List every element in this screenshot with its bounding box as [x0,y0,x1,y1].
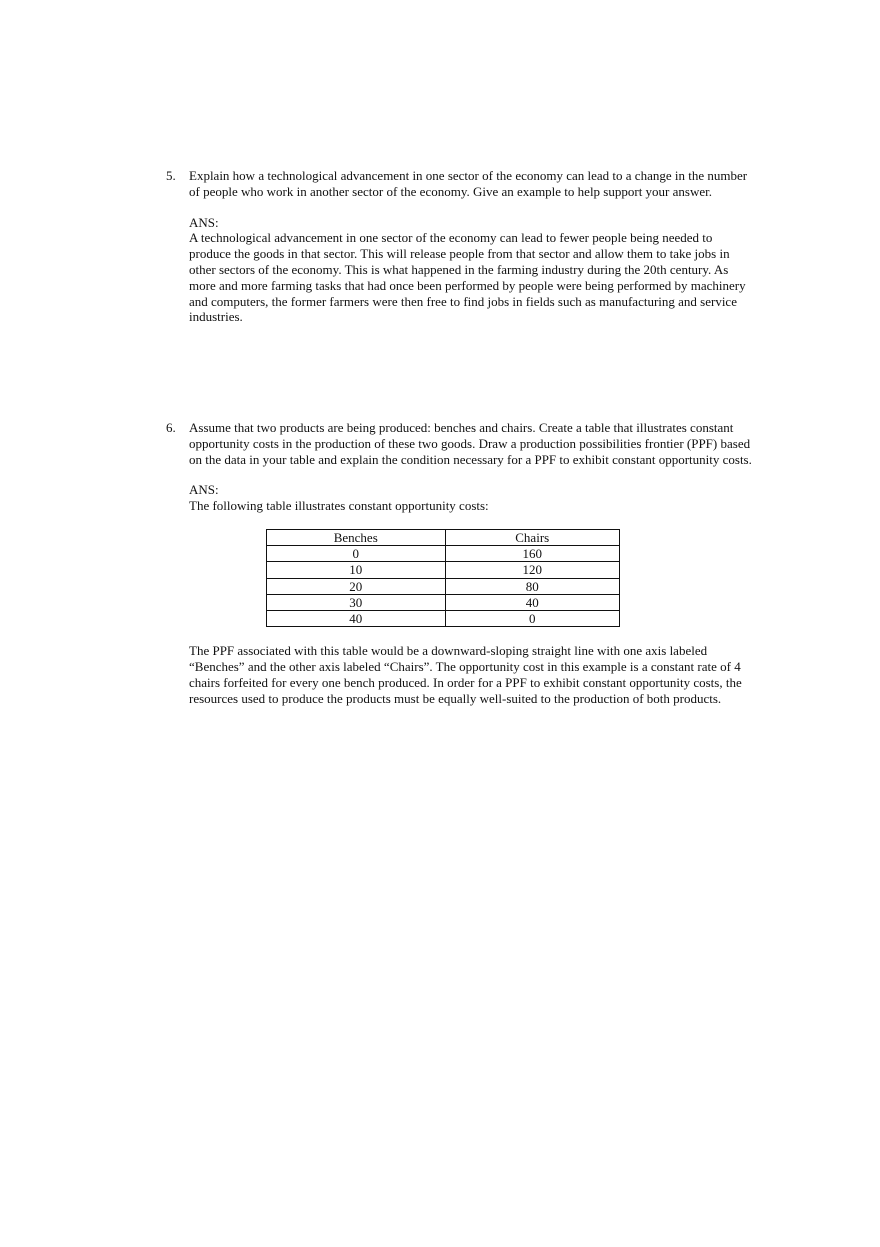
question-6-answer-label: ANS: [189,482,219,498]
question-5 [166,168,756,325]
question-5-prompt: Explain how a technological advancement in one sector of the economy can lead to a change in the number of people who work in another sector of the economy. Give an example to help support your answer. [189,168,748,199]
table-cell-benches: 30 [267,594,446,610]
question-6-prompt-block [166,420,756,467]
table-cell-benches: 0 [267,546,446,562]
table-row [267,562,620,578]
question-6 [166,420,756,706]
question-5-answer: A technological advancement in one sector of the economy can lead to fewer people being needed to produce the goods in that sector. This will release people from that sector and allow them to take jobs in other sectors of the economy. This is what happened in the farming industry during the 20th century. As more and more farming tasks that had once been performed by people were being performed by machinery and computers, the former farmers were then free to find jobs in fields such as manufacturing and service industries. [189,230,746,325]
table-cell-benches: 20 [267,578,446,594]
question-5-answer-label: ANS: [189,214,219,230]
question-5-number: 5. [166,168,176,183]
table-cell-benches: 10 [267,562,446,578]
question-6-answer-explanation: The PPF associated with this table would be a downward-sloping straight line with one axis labeled “Benches” and the other axis labeled “Chairs”. The opportunity cost in this example is a constant rate of 4 chairs forfeited for every one bench produced. In order for a PPF to exhibit constant opportunity costs, the resources used to produce the products must be equally well-suited to the production of both products. [189,643,742,706]
question-6-answer-intro: The following table illustrates constant opportunity costs: [189,498,489,514]
question-6-prompt: Assume that two products are being produced: benches and chairs. Create a table that illustrates constant opportunity costs in the production of these two goods. Draw a production possibilities frontier (PPF) based on the data in your table and explain the condition necessary for a PPF to exhibit constant opportunity costs. [189,420,752,467]
table-row [267,578,620,594]
table-cell-chairs: 80 [445,578,620,594]
table-header-chairs: Chairs [445,529,620,545]
question-5-prompt-block [166,168,756,200]
table-row [267,546,620,562]
table-row [267,611,620,627]
table-cell-chairs: 0 [445,611,620,627]
question-6-answer-block [189,482,756,706]
table-cell-chairs: 120 [445,562,620,578]
table-header-benches: Benches [267,529,446,545]
table-cell-benches: 40 [267,611,446,627]
table-header-row [267,529,620,545]
opportunity-cost-table [266,529,620,627]
question-5-answer-block [189,215,756,326]
table-cell-chairs: 40 [445,594,620,610]
question-6-number: 6. [166,420,176,435]
table-cell-chairs: 160 [445,546,620,562]
table-row [267,594,620,610]
